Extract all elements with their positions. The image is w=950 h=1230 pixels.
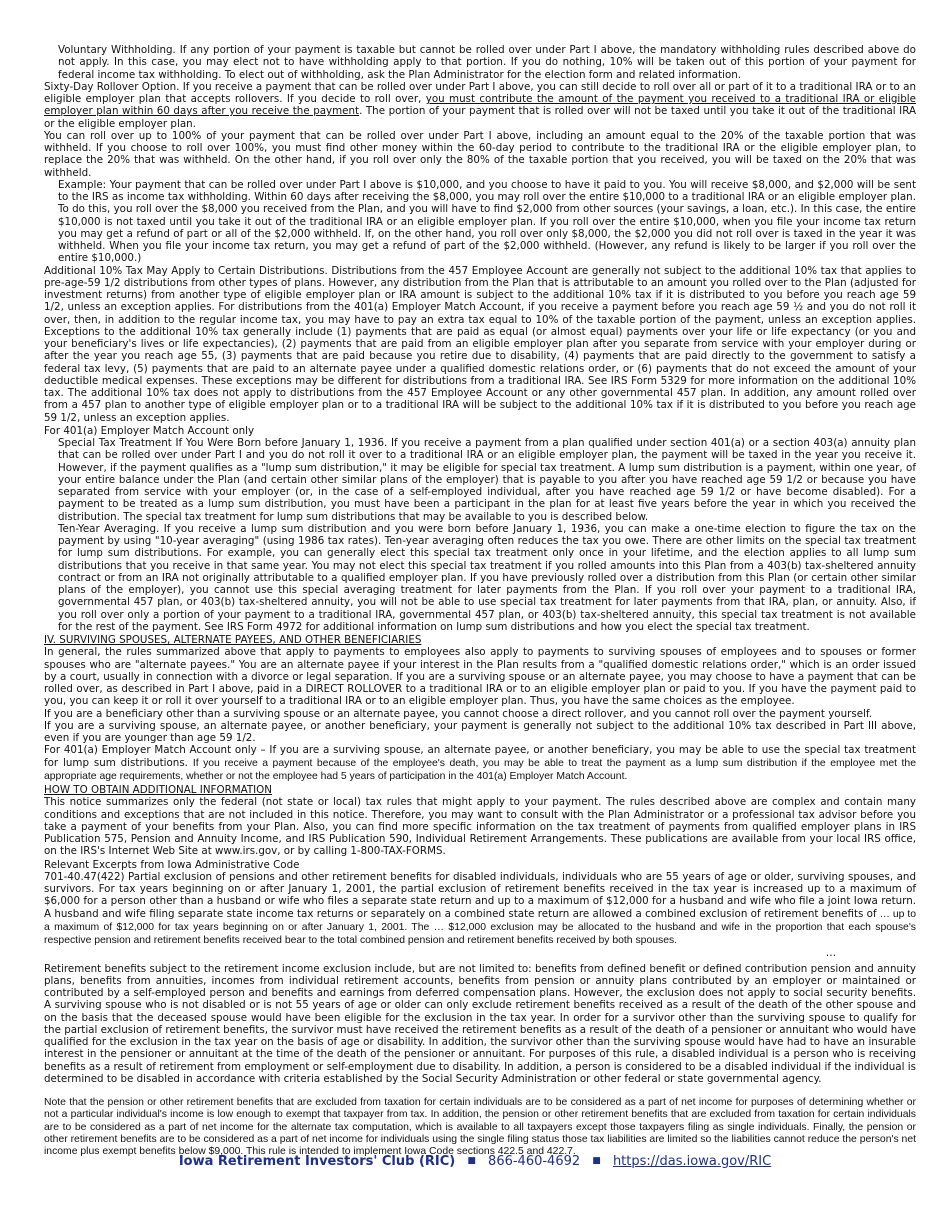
employer-match-survivor-paragraph (44, 744, 916, 783)
footer-phone: 866-460-4692 (488, 1154, 581, 1169)
footer-separator-icon: ■ (592, 1156, 601, 1166)
iowa-code-rule-text: For tax years beginning on or after January 1, 2001, the partial exclusion of retirement benefits received in the tax year is increased up to a maximum of $6,000 for a person other than a husband or wife who files a separate state return and up to a maximum of $12,000 for a husband and wife who file a joint Iowa return. A husband and wife filing separate state income tax returns or separately on a combined state return are allowed a combined exclusion of retirement benefits of (44, 883, 916, 920)
additional-tax-paragraph: Additional 10% Tax May Apply to Certain Distributions. Distributions from the 457 Employee Account are generally not subject to the additional 10% tax that applies to pre-age-59 1/2 distributions from other types of plans. However, any distribution from the Plan that is attributable to an amount you rolled over to the Plan (adjusted for investment returns) from another type of eligible employer plan or IRA amount is subject to the additional 10% tax if it is distributed to you before you reach age 59 1/2, unless an exception applies. For distributions from the 401(a) Employer Match Account, if you receive a payment before you reach age 59 ½ and you do not roll it over, then, in addition to the regular income tax, you may have to pay an extra tax equal to 10% of the taxable portion of the payment, unless an exception applies. Exceptions to the additional 10% tax generally include (1) payments that are paid as equal (or almost equal) payments over your life or life expectancy (or you and your beneficiary's lives or life expectancies), (2) payments that are paid from an eligible employer plan after you separate from service with your employer during or after the year you reach age 55, (3) payments that are paid because you retire due to disability, (4) payments that are paid directly to the government to satisfy a federal tax levy, (5) payments that are paid to an alternate payee under a qualified domestic relations order, or (6) payments that do not exceed the amount of your deductible medical expenses. These exceptions may be different for distributions from a traditional IRA. See IRS Form 5329 for more information on the additional 10% tax. The additional 10% tax does not apply to distributions from the 457 Employee Account or any other governmental 457 plan. In addition, any amount rolled over from a 457 plan to another type of eligible employer plan or to a traditional IRA will be subject to the additional 10% tax if it is distributed to you before you reach age 59 1/2, unless an exception applies. (44, 264, 916, 424)
ellipsis: … (825, 947, 836, 960)
section-heading-iowa-code: Relevant Excerpts from Iowa Administrative Code (44, 858, 300, 871)
document-body (44, 44, 916, 1158)
rollover-100-paragraph: You can roll over up to 100% of your payment that can be rolled over under Part I above, including an amount equal to the 20% of the taxable portion that was withheld. If you choose to roll over 100%, you must find other money within the 60-day period to contribute to the traditional IRA or the eligible employer plan, to replace the 20% that was withheld. On the other hand, if you roll over only the 80% of the taxable portion that you received, you will be taxed on the 20% that was withheld. (44, 129, 916, 179)
section-heading-surviving-spouses: IV. SURVIVING SPOUSES, ALTERNATE PAYEES, AND OTHER BENEFICIARIES (44, 634, 422, 646)
iowa-code-rule-text-2: … up to a maximum of $12,000 for tax years beginning on or after January 1, 2001. The … $12,000 exclusion may be allocated to the husband and wife in the proportion that each spouse's respective pension and retirement benefits received bear to the total combined pension and retirement benefits received by both spouses. (44, 908, 916, 946)
sixty-day-rollover-text: Sixty-Day Rollover Option. If you receive a payment that can be rolled over under Part I above, you can still decide to roll over all or part of it to a traditional IRA or to an eligible employer plan that accepts rollovers. If you decide to roll over, (44, 80, 916, 105)
retirement-benefits-paragraph: Retirement benefits subject to the retirement income exclusion include, but are not limited to: benefits from defined benefit or defined contribution pension and annuity plans, benefits from annuities, incomes from individual retirement accounts, benefits from pension or annuity plans contributed by an employer or maintained or contributed by a self-employed person and benefits and earnings from deferred compensation plans. However, the exclusion does not apply to social security benefits. A surviving spouse who is not disabled or is not 55 years of age or older can only exclude retirement benefits received as a result of the death of the other spouse and on the basis that the deceased spouse would have been eligible for the exclusion in the tax year. In order for a survivor other than the surviving spouse to qualify for the partial exclusion of retirement benefits, the survivor must have received the retirement benefits as a result of the death of a pensioner or annuitant who would have qualified for the exclusion in the tax year on the basis of age or disability. In addition, the survivor other than the surviving spouse would have had to have an insurable interest in the pensioner or annuitant at the time of the death of the pensioner or annuitant. For purposes of this rule, a disabled individual is a person who is receiving benefits as a result of retirement from employment or self-employment due to disability. In addition, a person is considered to be a disabled individual if the individual is determined to be disabled in accordance with criteria established by the Social Security Administration or other federal or state governmental agency. (44, 962, 916, 1085)
ten-year-averaging-paragraph: Ten-Year Averaging. If you receive a lump sum distribution and you were born before January 1, 1936, you can make a one-time election to figure the tax on the payment by using "10-year averaging" (using 1986 tax rates). Ten-year averaging often reduces the tax you owe. There are other limits on the special tax treatment for lump sum distributions. For example, you can generally elect this special tax treatment only once in your lifetime, and the election applies to all lump sum distributions that you receive in that same year. You may not elect this special tax treatment if you rolled amounts into this Plan from a 403(b) tax-sheltered annuity contract or from an IRA not originally attributable to a qualified employer plan. If you have previously rolled over a distribution from this Plan (or certain other similar plans of the employer), you cannot use this special averaging treatment for later payments from the Plan. If you roll over your payment to a traditional IRA, governmental 457 plan, or 403(b) tax-sheltered annuity, you will not be able to use special tax treatment for later payments from that IRA, plan, or annuity. Also, if you roll over only a portion of your payment to a traditional IRA, governmental 457 plan, or 403(b) tax-sheltered annuity, this special tax treatment is not available for the rest of the payment. See IRS Form 4972 for additional information on lump sum distributions and how you elect the special tax treatment. (58, 522, 916, 633)
alternate-payees-paragraph: In general, the rules summarized above that apply to payments to employees also apply to payments to surviving spouses of employees and to spouses or former spouses who are "alternate payees." You are an alternate payee if your interest in the Plan results from a "qualified domestic relations order," which is an order issued by a court, usually in connection with a divorce or legal separation. If you are a surviving spouse or an alternate payee, you may choose to have a payment that can be rolled over, as described in Part I above, paid in a DIRECT ROLLOVER to a traditional IRA or to an eligible employer plan or paid to you. If you have the payment paid to you, you can keep it or roll it over yourself to a traditional IRA or to an eligible employer plan. Thus, you have the same choices as the employee. (44, 646, 916, 708)
section-heading-401a: For 401(a) Employer Match Account only (44, 424, 255, 437)
beneficiary-paragraph: If you are a beneficiary other than a surviving spouse or an alternate payee, you cannot choose a direct rollover, and you cannot roll over the payment yourself. (44, 707, 873, 720)
sixty-day-rollover-paragraph (44, 81, 916, 130)
example-paragraph: Example: Your payment that can be rolled over under Part I above is $10,000, and you choose to have it paid to you. You will receive $8,000, and $2,000 will be sent to the IRS as income tax withholding. Within 60 days after receiving the $8,000, you may roll over the entire $10,000 to a traditional IRA or an eligible employer plan. To do this, you roll over the $8,000 you received from the Plan, and you will have to find $2,000 from other sources (your savings, a loan, etc.). In this case, the entire $10,000 is not taxed until you take it out of the traditional IRA or an eligible employer plan. If you roll over the entire $10,000, when you file your income tax return you may get a refund of part or all of the $2,000 withheld. If, on the other hand, you roll over only $8,000, the $2,000 you did not roll over is taxed in the year it was withheld. When you file your income tax return, you may get a refund of part of the $2,000 withheld. (However, any refund is likely to be larger if you roll over the entire $10,000.) (58, 178, 916, 265)
section-heading-additional-info: HOW TO OBTAIN ADDITIONAL INFORMATION (44, 784, 272, 796)
voluntary-withholding-paragraph: Voluntary Withholding. If any portion of your payment is taxable but cannot be rolled over under Part I above, the mandatory withholding rules described above do not apply. In this case, you may elect not to have withholding apply to that portion. If you do nothing, 10% will be taken out of this portion of your payment for federal income tax withholding. To elect out of withholding, ask the Plan Administrator for the election form and related information. (58, 44, 916, 81)
sixty-day-rollover-text-end: . The portion of your payment that is rolled over will not be taxed until you take it out of the traditional IRA or the eligible employer plan. (44, 105, 916, 130)
footer-org-name: Iowa Retirement Investors' Club (RIC) (178, 1154, 456, 1169)
footer (0, 1154, 950, 1169)
employer-match-survivor-text: For 401(a) Employer Match Account only – If you are a surviving spouse, an alternate payee, or another beneficiary, you may be able to use the special tax treatment for lump sum distributions. (44, 744, 916, 769)
net-income-note-paragraph: Note that the pension or other retirement benefits that are excluded from taxation for certain individuals are to be considered as a part of net income for purposes of determining whether or not a particular individual's income is low enough to exempt that taxpayer from tax. In addition, the pension or other retirement benefits that are excluded from taxation for certain individuals are to be considered as a part of net income for the alternate tax computation, which is available to all taxpayers except those taxpayers filing as single individuals. Finally, the pension or other retirement benefits are to be considered as a part of net income for individuals using the single filing status those tax liabilities are limited so the liabilities cannot reduce the person's net income plus exempt benefits below $9,000. This rule is intended to implement Iowa Code sections 422.5 and 422.7. (44, 1097, 916, 1157)
footer-separator-icon: ■ (467, 1156, 476, 1166)
iowa-code-rule-title: 701-40.47(422) Partial exclusion of pensions and other retirement benefits for disabled individuals, individuals who are 55 years of age or older, surviving spouses, and survivors. (44, 870, 916, 895)
special-tax-treatment-paragraph: Special Tax Treatment If You Were Born before January 1, 1936. If you receive a payment from a plan qualified under section 401(a) or a section 403(a) annuity plan that can be rolled over under Part I and you do not roll it over to a traditional IRA or an eligible employer plan, the payment will be taxed in the year you receive it. However, if the payment qualifies as a "lump sum distribution," it may be eligible for special tax treatment. A lump sum distribution is a payment, within one year, of your entire balance under the Plan (and certain other similar plans of the employer) that is payable to you after you have reached age 59 1/2 or because you have separated from service with your employer (or, in the case of a self-employed individual, after you have reached age 59 1/2 or have become disabled). For a payment to be treated as a lump sum distribution, you must have been a participant in the plan for at least five years before the year in which you received the distribution. The special tax treatment for lump sum distributions that may be available to you is described below. (58, 437, 916, 523)
additional-info-paragraph: This notice summarizes only the federal (not state or local) tax rules that might apply to your payment. The rules described above are complex and contain many conditions and exceptions that are not included in this notice. Therefore, you may want to consult with the Plan Administrator or a professional tax advisor before you take a payment of your benefits from your Plan. Also, you can find more specific information on the tax treatment of payments from qualified employer plans in IRS Publication 575, Pension and Annuity Income, and IRS Publication 590, Individual Retirement Arrangements. These publications are available from your local IRS office, on the IRS's Internet Web Site at www.irs.gov, or by calling 1-800-TAX-FORMS. (44, 796, 916, 858)
sixty-day-underlined-text: you must contribute the amount of the payment you received to a traditional IRA or eligible employer plan within 60 days after you receive the payment (44, 93, 916, 118)
iowa-code-paragraph (44, 871, 916, 948)
employer-match-survivor-text-2: If you receive a payment because of the employee's death, you may be able to treat the payment as a lump sum distribution if the employee met the appropriate age requirements, whether or not the employee had 5 years of participation in the 401(a) Employer Match Account. (44, 757, 916, 782)
surviving-spouse-tax-paragraph: If you are a surviving spouse, an alternate payee, or another beneficiary, your payment is generally not subject to the additional 10% tax described in Part III above, even if you are younger than age 59 1/2. (44, 719, 916, 744)
footer-url-link[interactable]: https://das.iowa.gov/RIC (612, 1154, 772, 1169)
